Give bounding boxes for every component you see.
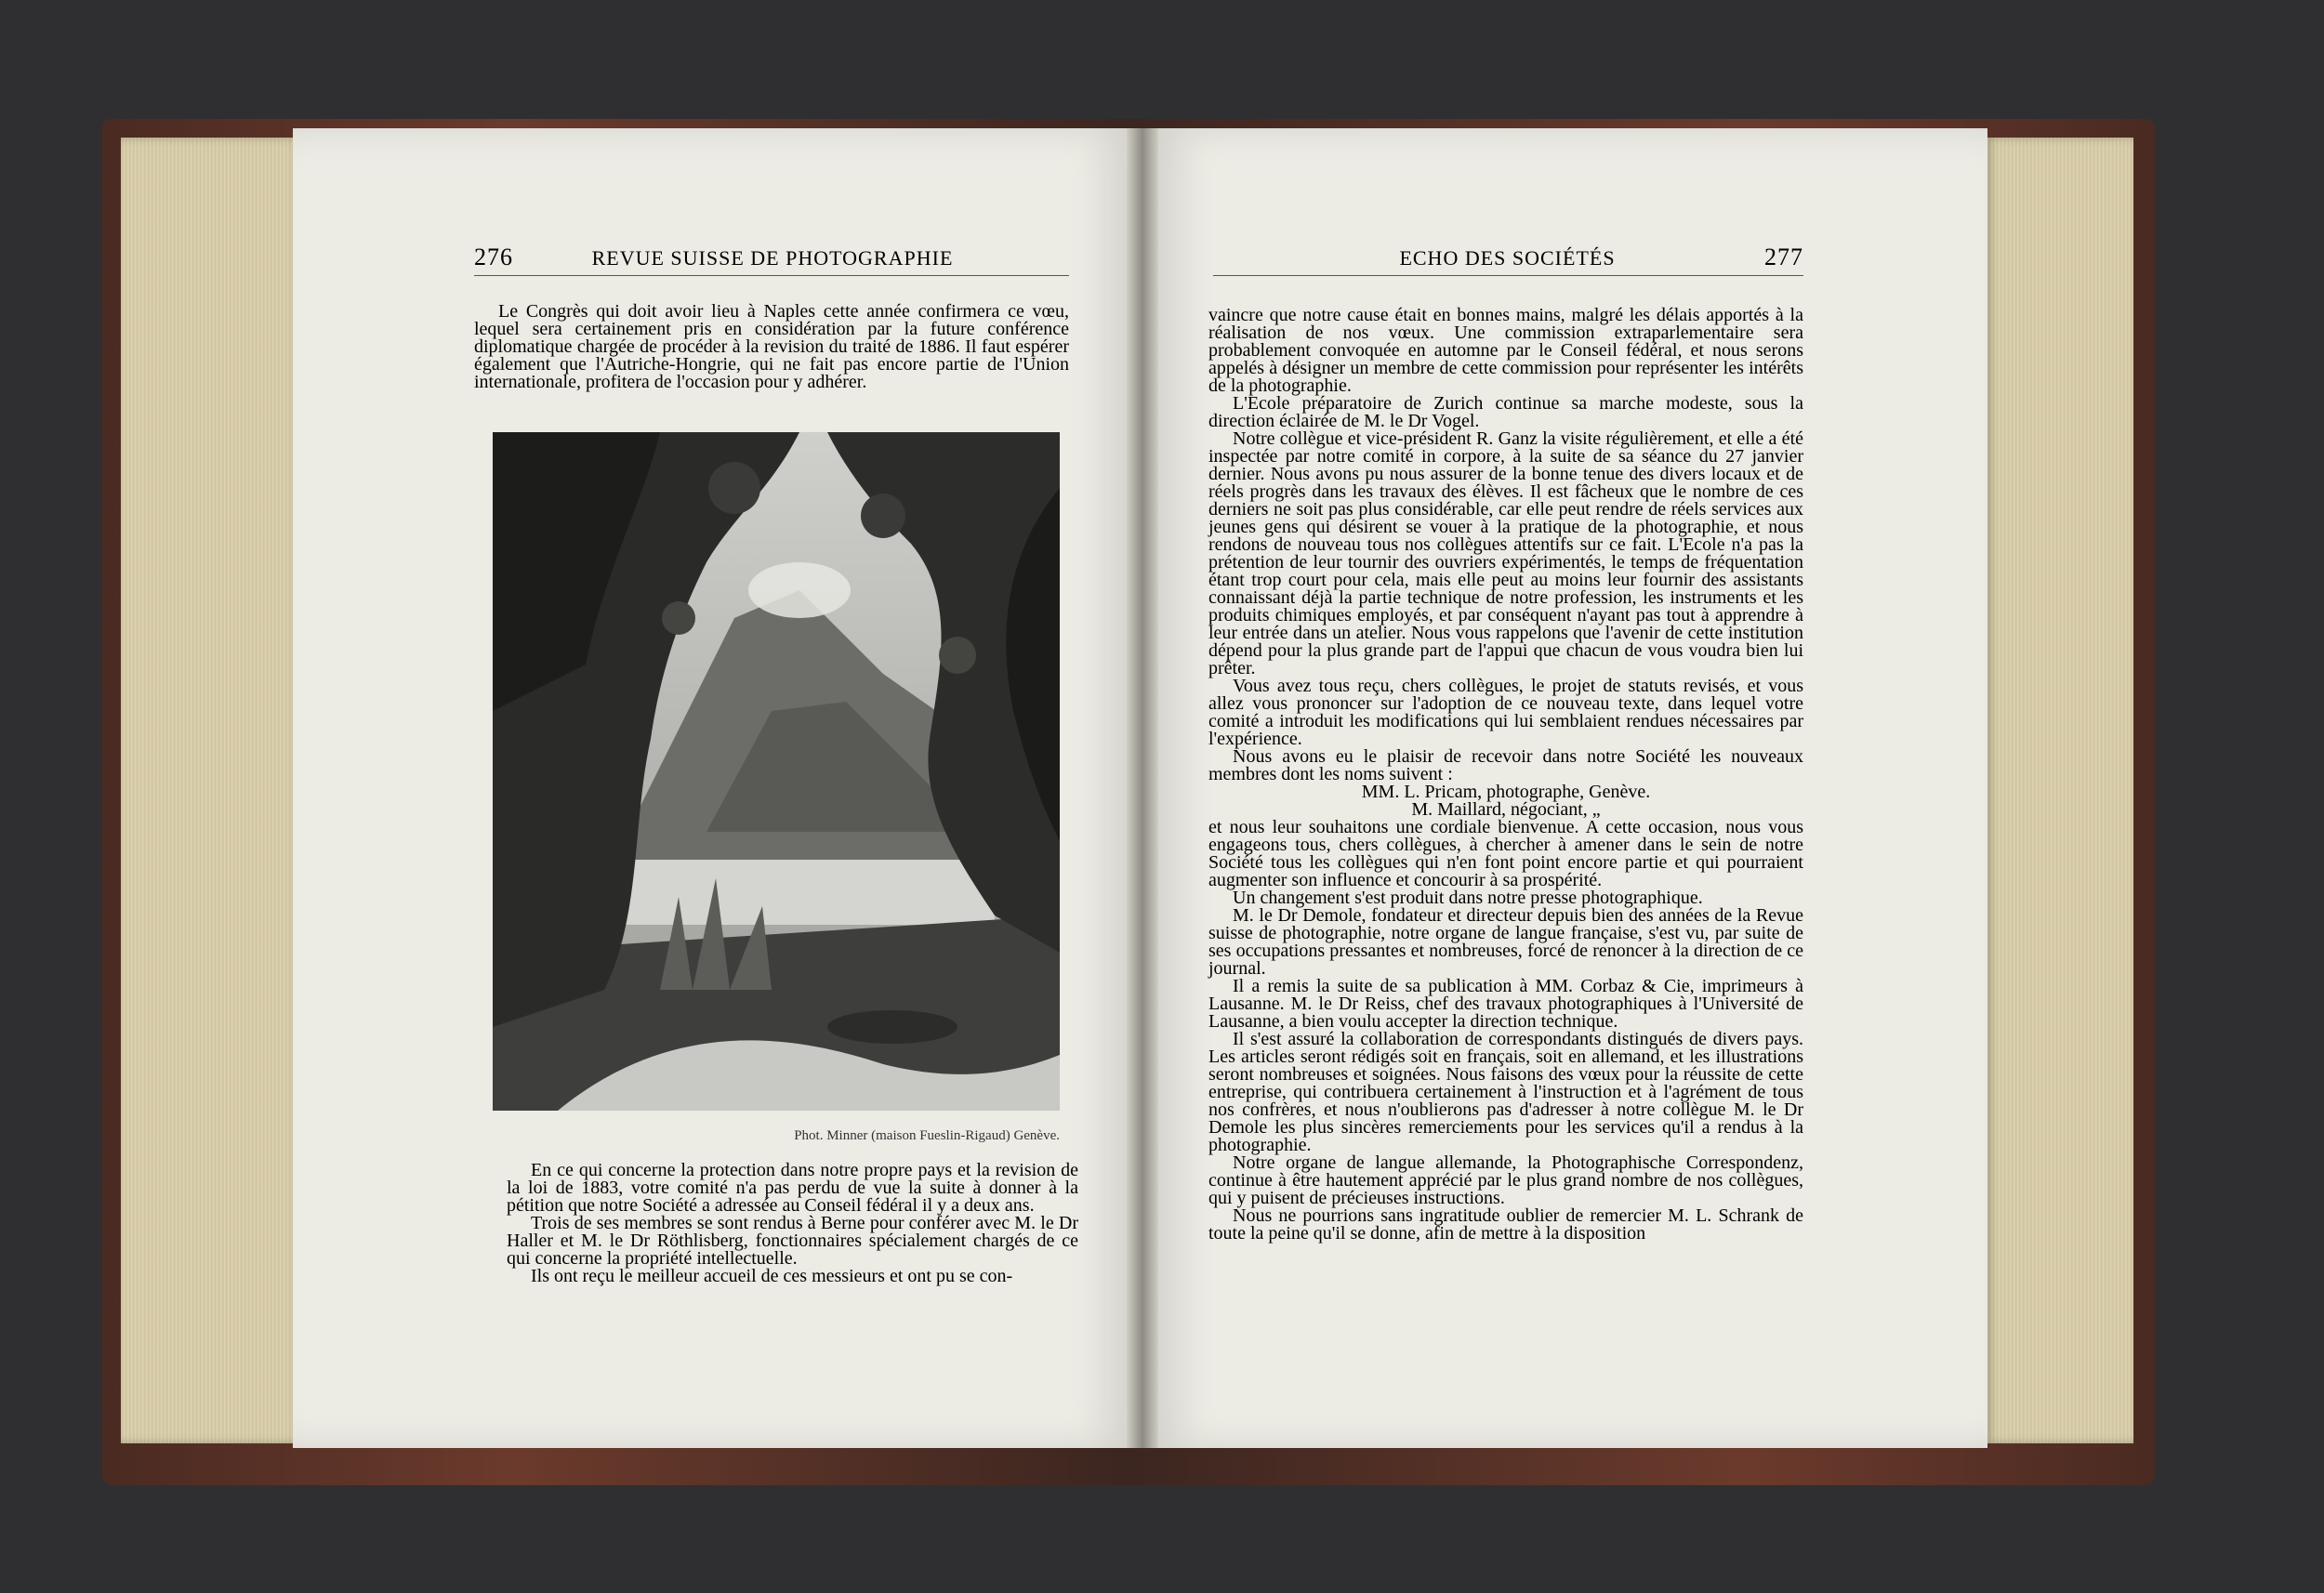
- book-gutter: [1127, 128, 1158, 1448]
- paragraph: En ce qui concerne la protection dans notre propre pays et la revision de la loi de 1883, votre comité n'a pas perdu de vue la suite à donner à la pétition que notre Société a adressée au Conseil fédéral il y a deux ans.: [507, 1160, 1078, 1216]
- page-edges-left: [121, 138, 302, 1443]
- paragraph: et nous leur souhaitons une cordiale bienvenue. A cette occasion, nous vous engageons tous, chers collègues, à chercher à amener dans le sein de notre Société tous les collègues qui n'en font point encore partie et qui pourraient augmenter son influence et concourir à sa prospérité.: [1208, 817, 1803, 890]
- paragraph: Nous ne pourrions sans ingratitude oublier de remercier M. L. Schrank de toute la peine qu'il se donne, afin de mettre à la disposition: [1208, 1205, 1803, 1244]
- paragraph: vaincre que notre cause était en bonnes mains, malgré les délais apportés à la réalisation de nos vœux. Une commission extraparlementaire sera probablement convoquée en automne par le Conseil fédéral, et nous serons appelés à désigner un membre de cette commission pour représenter les intérêts de la photographie.: [1208, 305, 1803, 396]
- paragraph: Le Congrès qui doit avoir lieu à Naples cette année confirmera ce vœu, lequel sera certainement pris en considération par la future conférence diplomatique chargée de procéder à la revision du traité de 1886. Il faut espérer également que l'Autriche-Hongrie, qui ne fait pas encore partie de l'Union internationale, profitera de l'occasion pour y adhérer.: [474, 301, 1069, 392]
- right-page-number: 277: [1764, 244, 1803, 270]
- paragraph: Il s'est assuré la collaboration de correspondants distingués de divers pays. Les articles seront rédigés soit en français, soit en allemand, et les illustrations seront nombreuses et soignées. Nous faisons des vœux pour la réussite de cette entreprise, qui contribuera certainement à l'instruction et à l'agrément de tous nos confrères, et nous n'oublierons pas d'adresser à notre collègue M. le Dr Demole les plus sincères remerciements pour les services qu'il a rendus à la photographie.: [1208, 1029, 1803, 1155]
- paragraph: Ils ont reçu le meilleur accueil de ces messieurs et ont pu se con-: [531, 1266, 1013, 1286]
- photo-illustration: [493, 432, 1060, 1111]
- right-running-head: [1213, 244, 1803, 276]
- paragraph: Notre organe de langue allemande, la Photographische Correspondenz, continue à être hautement apprécié par le plus grand nombre de nos collègues, qui y puisent de précieuses instructions.: [1208, 1152, 1803, 1208]
- left-running-title: REVUE SUISSE DE PHOTOGRAPHIE: [591, 246, 954, 270]
- paragraph: Notre collègue et vice-président R. Ganz la visite régulièrement, et elle a été inspectée par notre comité in corpore, à la suite de sa séance du 27 janvier dernier. Nous avons pu nous assurer de la bonne tenue des divers locaux et de réels progrès dans les travaux des élèves. Il est fâcheux que le nombre de ces derniers ne soit pas plus considérable, car elle peut rendre de réels services aux jeunes gens qui désirent se vouer à la pratique de la photographie, et nous rendons de nouveau tous nos collègues attentifs sur ce fait. L'Ecole n'a pas la prétention de leur tournir des ouvriers expérimentés, le temps de fréquentation étant trop court pour cela, mais elle peut au moins leur fournir des assistants connaissant déjà la partie technique de notre profession, les instruments et les produits chimiques employés, et par conséquent n'ayant pas tout à apprendre à leur entrée dans un atelier. Nous vous rappelons que l'avenir de cette institution dépend pour la plus grande part de l'appui que chacun de vous voudra bien lui prêter.: [1208, 428, 1803, 678]
- photo-caption: Phot. Minner (maison Fueslin-Rigaud) Genève.: [794, 1128, 1060, 1143]
- left-text-top: [474, 303, 1069, 391]
- paragraph: Vous avez tous reçu, chers collègues, le projet de statuts revisés, et vous allez vous prononcer sur l'adoption de ce nouveau texte, dans lequel votre comité a introduit les modifications qui lui semblaient rendues nécessaires par l'expérience.: [1208, 676, 1803, 749]
- left-page-number: 276: [474, 244, 513, 270]
- paragraph: Trois de ses membres se sont rendus à Berne pour conférer avec M. le Dr Haller et M. le Dr Röthlisberg, fonctionnaires spécialement chargés de ce qui concerne la propriété intellectuelle.: [507, 1213, 1078, 1269]
- landscape-photograph: [493, 432, 1060, 1111]
- left-running-head: [474, 244, 1069, 276]
- page-edges-right: [1985, 138, 2133, 1443]
- paragraph: Un changement s'est produit dans notre presse photographique.: [1233, 888, 1703, 908]
- paragraph: Nous avons eu le plaisir de recevoir dans notre Société les nouveaux membres dont les noms suivent :: [1208, 746, 1803, 784]
- right-text: [1208, 307, 1803, 1243]
- member-line: M. Maillard, négociant, „: [1411, 799, 1601, 820]
- left-text-bottom: [507, 1162, 1078, 1285]
- paragraph: M. le Dr Demole, fondateur et directeur depuis bien des années de la Revue suisse de photographie, notre organe de langue française, s'est vu, par suite de ses occupations pressantes et nombreuses, forcé de renoncer à la direction de ce journal.: [1208, 905, 1803, 979]
- right-running-title: ECHO DES SOCIÉTÉS: [1399, 246, 1616, 270]
- paragraph: L'Ecole préparatoire de Zurich continue sa marche modeste, sous la direction éclairée de M. le Dr Vogel.: [1208, 393, 1803, 431]
- paragraph: Il a remis la suite de sa publication à MM. Corbaz & Cie, imprimeurs à Lausanne. M. le Dr Reiss, chef des travaux photographiques à l'Université de Lausanne, a bien voulu accepter la direction technique.: [1208, 976, 1803, 1032]
- member-line: MM. L. Pricam, photographe, Genève.: [1361, 782, 1651, 802]
